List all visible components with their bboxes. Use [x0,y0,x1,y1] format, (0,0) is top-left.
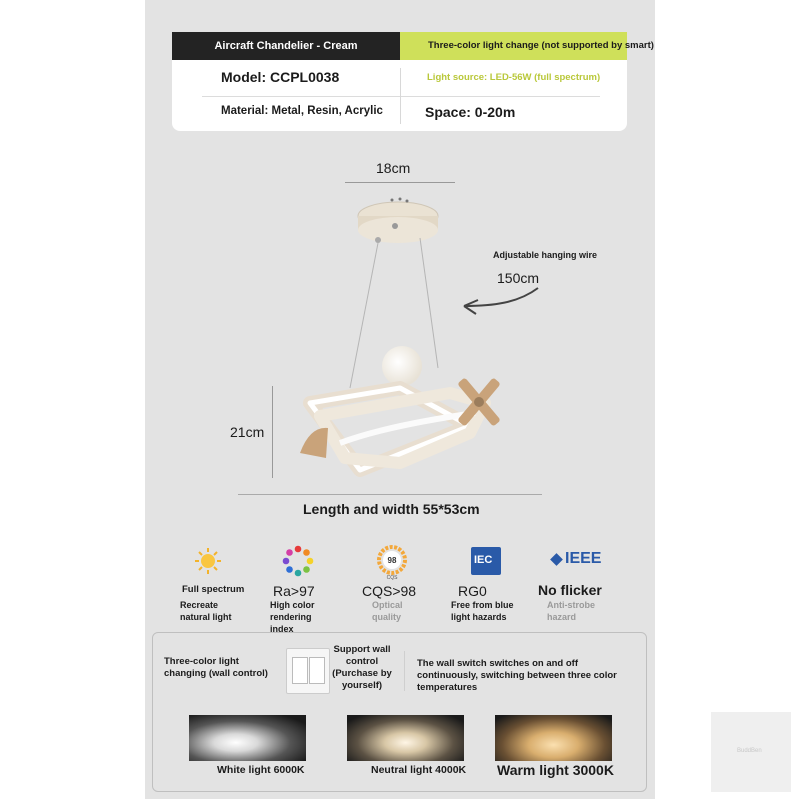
wall-control-label: Three-color light changing (wall control) [164,656,268,679]
cqs-badge-value: 98 [387,556,397,565]
feature-cqs98 [362,545,442,635]
iec-logo-text: IEC [474,554,493,566]
dimension-line [272,386,273,478]
watermark-text: BuddBen [737,748,762,754]
neutral-light-caption: Neutral light 4000K [371,764,467,776]
color-change-note: Three-color light change (not supported by smart) [400,32,627,60]
feature-desc: Anti-strobe hazard [547,600,595,622]
feature-title: RG0 [458,583,487,599]
product-name: Aircraft Chandelier - Cream [172,32,400,60]
hanging-wire [420,238,438,368]
feature-desc: High color rendering index [270,600,315,634]
material-spec: Material: Metal, Resin, Acrylic [221,105,383,117]
sun-icon [194,547,222,575]
feature-title: Full spectrum [182,584,245,595]
neutral-light-swatch [347,715,464,761]
spec-card [172,32,654,131]
feature-ra97 [270,545,350,635]
light-source-spec: Light source: LED-56W (full spectrum) [427,72,601,83]
globe-light [382,346,422,386]
feature-desc: Free from blue light hazards [451,600,514,622]
watermark-box [711,712,791,792]
ieee-logo-text: IEEE [565,550,602,567]
white-light-caption: White light 6000K [217,764,305,776]
warm-light-swatch [495,715,612,761]
feature-rg0 [450,545,540,635]
dimension-line [345,182,455,183]
cqs-badge-icon [376,545,408,581]
space-spec: Space: 0-20m [425,104,516,120]
cqs-badge-label: CQS [386,575,398,581]
wall-control-support-note: Support wall control (Purchase by yourself) [332,644,392,691]
wall-control-description: The wall switch switches on and off continuously, switching between three color temperatures [417,658,617,693]
height-label: 21cm [230,424,265,440]
feature-title: Ra>97 [273,583,315,599]
wooden-tail [300,428,328,458]
white-light-swatch [189,715,306,761]
model-number: Model: CCPL0038 [221,69,340,85]
feature-title: CQS>98 [362,583,417,599]
feature-no-flicker [538,545,628,635]
hanging-wire-length: 150cm [497,270,540,286]
color-wheel-icon [282,545,314,577]
hanging-wire [350,243,378,388]
feature-desc: Recreate natural light [180,600,232,622]
dimension-line [238,494,542,495]
iec-logo-icon [471,547,501,575]
divider [404,651,405,691]
wall-control-section [152,632,647,792]
arrow-icon [464,288,538,314]
feature-title: No flicker [538,582,602,598]
canopy-width-label: 18cm [376,160,411,176]
feature-full-spectrum [180,545,260,635]
hanging-wire-label: Adjustable hanging wire [493,250,598,260]
length-width-label: Length and width 55*53cm [303,501,480,517]
feature-desc: Optical quality [372,600,403,622]
wall-switch-image [286,648,330,694]
chandelier-image [280,188,540,488]
divider [202,96,600,97]
warm-light-caption: Warm light 3000K [497,762,614,778]
divider [400,68,401,124]
